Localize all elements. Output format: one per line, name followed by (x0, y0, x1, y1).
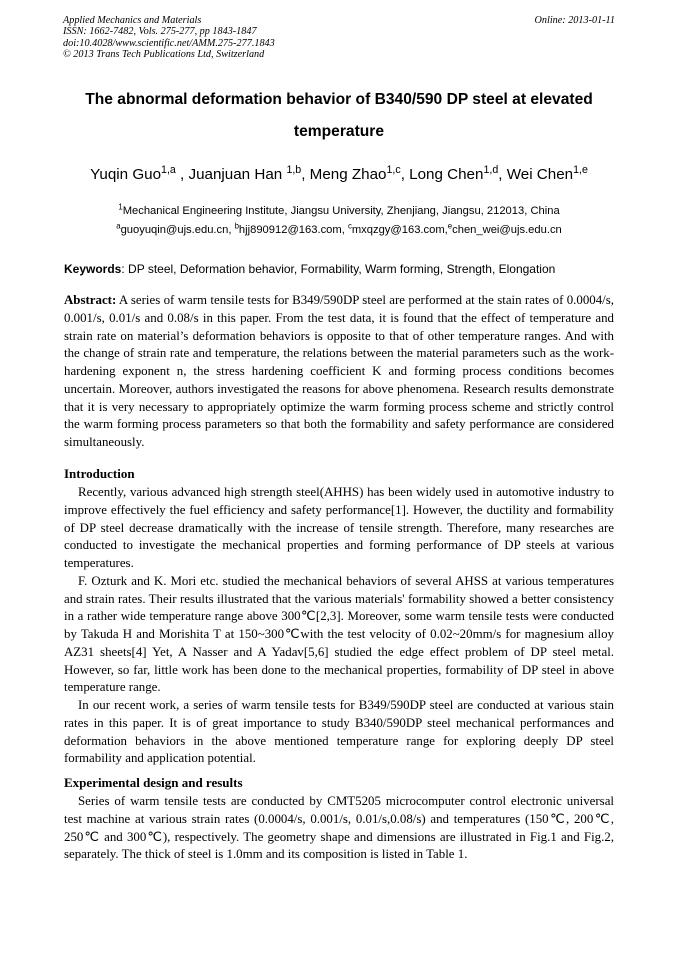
email-sup: a (116, 221, 121, 231)
keywords-label: Keywords (64, 262, 122, 276)
experimental-paragraph: Series of warm tensile tests are conducted by CMT5205 microcomputer control electronic universal test machine at various strain rates (0.0004/s, 0.001/s, 0.01/s,0.08/s) and temperatures (150℃, 200℃, 250℃ and 300℃), respectively. The geometry shape and dimensions are illustrated in Fig.1 and Fig.2, separately. The thick of steel is 1.0mm and its composition is listed in Table 1. (64, 794, 614, 862)
abstract (64, 292, 614, 452)
author-list (30, 163, 648, 183)
author-name: Long Chen (409, 166, 484, 183)
email-address: mxqzgy@163.com, (351, 224, 448, 236)
affiliation-text: Mechanical Engineering Institute, Jiangsu University, Zhenjiang, Jiangsu, 212013, China (122, 205, 560, 217)
author-affil-sup: 1,d (483, 163, 499, 176)
affiliation-sup: 1 (118, 202, 123, 212)
experimental-heading: Experimental design and results (64, 775, 243, 790)
introduction-paragraph: Recently, various advanced high strength steel(AHHS) has been widely used in automotive industry to improve effectively the fuel efficiency and safety performance[1]. However, the ductility and formability of DP steel decrease dramatically with the increase of tensile strength. Therefore, many researches are conducted to investigate the mechanical properties and forming performance of DP steels at various temperatures. (64, 485, 614, 570)
author-name: Yuqin Guo (90, 166, 162, 183)
issn-line: ISSN: 1662-7482, Vols. 275-277, pp 1843-1847 (63, 26, 257, 38)
author-name: Juanjuan Han (188, 166, 287, 183)
experimental-body (64, 793, 614, 864)
abstract-paragraph (64, 292, 614, 452)
paper-title-line-2: temperature (293, 123, 385, 140)
author-separator: , (301, 166, 310, 183)
email-sup: b (234, 221, 239, 231)
abstract-text: A series of warm tensile tests for B349/590DP steel are performed at the stain rates of 0.0004/s, 0.001/s, 0.01/s and 0.08/s in this paper. From the test data, it is found that the effect of temperature and strain rate on material’s deformation behaviors is opposite to that of other temperature ranges. And with the change of strain rate and temperature, the relations between the material parameters such as the work-hardening exponent n, the stress hardening coefficient K and forming process conditions becomes uncertain. Moreover, authors investigated the reasons for above phenomena. Research results demonstrate that it is very necessary to appropriately optimize the warm forming process scheme and strictly control the warm forming process parameters so that both the formability and safety performance are considered simultaneously. (64, 293, 614, 449)
online-date: Online: 2013-01-11 (534, 15, 615, 26)
email-address: hjj890912@163.com, (238, 224, 348, 236)
author-separator: , (498, 166, 507, 183)
author-affil-sup: 1,a (161, 163, 176, 176)
abstract-label: Abstract: (64, 293, 117, 307)
keywords (64, 262, 624, 276)
author-affil-sup: 1,e (573, 163, 588, 176)
introduction-paragraph: In our recent work, a series of warm tensile tests for B349/590DP steel are conducted at various stain rates in this paper. It is of great importance to study B340/590DP steel mechanical performances and deformation behaviors in the above mentioned temperature range for exploring deeply DP steel formability and application potential. (64, 698, 614, 766)
email-address: chen_wei@ujs.edu.cn (452, 224, 562, 236)
affiliation (30, 202, 648, 217)
journal-name: Applied Mechanics and Materials (63, 15, 202, 26)
copyright-line: © 2013 Trans Tech Publications Ltd, Switzerland (63, 49, 265, 61)
email-sup: c (347, 221, 352, 231)
author-name: Wei Chen (506, 166, 574, 183)
email-address: guoyuqin@ujs.edu.cn, (120, 224, 235, 236)
author-separator: , (175, 166, 189, 183)
author-separator: , (400, 166, 410, 183)
email-sup: e (447, 221, 453, 231)
author-affil-sup: 1,c (386, 163, 401, 176)
paper-title-line-1: The abnormal deformation behavior of B340/590 DP steel at elevated (85, 91, 593, 108)
introduction-paragraph: F. Ozturk and K. Mori etc. studied the mechanical behaviors of several AHSS at various temperatures and strain rates. Their results illustrated that the various materials' formability showed a better consistency in a rather wide temperature range above 300℃[2,3]. Moreover, some warm tensile tests were conducted by Takuda H and Morishita T at 150~300℃with the test velocity of 0.02~20mm/s for magnesium alloy AZ31 sheets[4] Yet, A Nasser and A Yadav[5,6] studied the edge effect problem of DP steel metal. However, so far, little work has been done to the mechanical properties, formability of DP steel in above temperature range. (64, 573, 614, 695)
email-list (30, 221, 648, 236)
introduction-body (64, 484, 614, 768)
author-name: Meng Zhao (309, 166, 387, 183)
author-affil-sup: 1,b (286, 163, 302, 176)
journal-header (63, 15, 615, 61)
keywords-text: : DP steel, Deformation behavior, Formability, Warm forming, Strength, Elongation (121, 262, 556, 276)
introduction-heading: Introduction (64, 466, 135, 481)
doi-line: doi:10.4028/www.scientific.net/AMM.275-277.1843 (63, 37, 275, 49)
